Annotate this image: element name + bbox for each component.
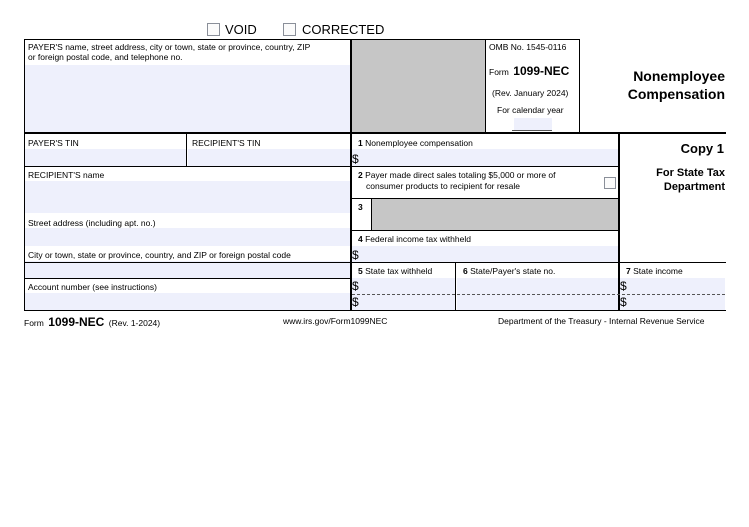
box3-number: 3 xyxy=(358,202,363,212)
city-field[interactable] xyxy=(25,261,350,278)
box6-label xyxy=(463,266,555,276)
box7-number: 7 xyxy=(626,266,631,276)
calendar-year-label: For calendar year xyxy=(497,105,564,115)
calendar-year-underline xyxy=(512,130,552,131)
shaded-area-top xyxy=(352,40,485,132)
box4-dollar: $ xyxy=(352,248,359,262)
recipient-tin-label: RECIPIENT'S TIN xyxy=(192,138,261,148)
payer-tin-field[interactable] xyxy=(25,149,186,166)
street-address-field[interactable] xyxy=(25,228,350,246)
rule xyxy=(24,310,726,311)
box6-text: State/Payer's state no. xyxy=(470,266,556,276)
copy-label: Copy 1 xyxy=(680,141,724,156)
box5-dollar-line2: $ xyxy=(352,295,359,309)
copy-desc-line2: Department xyxy=(663,181,725,193)
box4-number: 4 xyxy=(358,234,363,244)
calendar-year-field[interactable] xyxy=(514,118,552,130)
form-prefix: Form xyxy=(489,67,509,77)
box2-label xyxy=(358,170,556,180)
rule xyxy=(24,132,726,134)
copy-description xyxy=(622,166,725,194)
box1-dollar: $ xyxy=(352,152,359,166)
box4-label xyxy=(358,234,471,244)
rule xyxy=(24,39,580,40)
rule xyxy=(485,39,486,133)
omb-number: OMB No. 1545-0116 xyxy=(489,42,567,52)
rule xyxy=(455,263,456,311)
corrected-label: CORRECTED xyxy=(302,22,385,37)
footer-department: Department of the Treasury - Internal Revenue Service xyxy=(498,316,705,326)
recipient-tin-field[interactable] xyxy=(188,149,350,166)
box7-label xyxy=(626,266,683,276)
city-label: City or town, state or province, country, and ZIP or foreign postal code xyxy=(28,250,291,260)
payer-name-label-line2: or foreign postal code, and telephone no. xyxy=(28,52,183,62)
form-title-top xyxy=(489,62,569,80)
void-checkbox[interactable] xyxy=(207,23,220,36)
payer-name-label: PAYER'S name, street address, city or town, state or province, country, ZIP xyxy=(28,42,311,52)
rule xyxy=(371,198,372,230)
form-name: 1099-NEC xyxy=(513,64,570,78)
rule xyxy=(186,134,187,167)
box5-text: State tax withheld xyxy=(365,266,433,276)
form-title-line1: Nonemployee xyxy=(633,68,725,84)
box2-checkbox[interactable] xyxy=(604,177,616,189)
rule xyxy=(24,166,619,167)
corrected-checkbox[interactable] xyxy=(283,23,296,36)
box6-number: 6 xyxy=(463,266,468,276)
box7-text: State income xyxy=(633,266,683,276)
omb-revision: (Rev. January 2024) xyxy=(492,88,569,98)
shaded-area-box3 xyxy=(372,199,618,230)
account-number-field[interactable] xyxy=(25,293,350,310)
box7-dollar-line1: $ xyxy=(620,279,627,293)
recipient-name-field[interactable] xyxy=(25,181,350,213)
box7-dollar-line2: $ xyxy=(620,295,627,309)
street-address-label: Street address (including apt. no.) xyxy=(28,218,156,228)
rule xyxy=(351,198,619,199)
rule xyxy=(24,262,726,263)
footer-form-name: 1099-NEC xyxy=(48,315,105,329)
account-number-label: Account number (see instructions) xyxy=(28,282,157,292)
footer-form-prefix: Form xyxy=(24,318,44,328)
rule xyxy=(24,39,25,311)
footer-revision: (Rev. 1-2024) xyxy=(108,318,161,328)
void-label: VOID xyxy=(225,22,257,37)
box1-label xyxy=(358,138,473,148)
box1-number: 1 xyxy=(358,138,363,148)
footer-form-title xyxy=(24,313,160,331)
dashed-rule xyxy=(352,294,725,295)
rule xyxy=(350,39,352,311)
box2-text-line1: Payer made direct sales totaling $5,000 or more of xyxy=(365,170,556,180)
box5-dollar-line1: $ xyxy=(352,279,359,293)
payer-name-field[interactable] xyxy=(25,65,350,132)
box1-field[interactable] xyxy=(352,149,618,166)
rule xyxy=(351,230,619,231)
recipient-name-label: RECIPIENT'S name xyxy=(28,170,105,180)
box5-number: 5 xyxy=(358,266,363,276)
box1-text: Nonemployee compensation xyxy=(365,138,473,148)
rule xyxy=(579,39,580,133)
footer-url[interactable]: www.irs.gov/Form1099NEC xyxy=(283,316,388,326)
form-title xyxy=(606,67,725,103)
form-title-line2: Compensation xyxy=(627,86,725,102)
box4-field[interactable] xyxy=(352,246,618,263)
box2-number: 2 xyxy=(358,170,363,180)
rule xyxy=(24,278,351,279)
box5-label xyxy=(358,266,432,276)
box4-text: Federal income tax withheld xyxy=(365,234,471,244)
copy-desc-line1: For State Tax xyxy=(656,167,725,179)
box2-text-line2: consumer products to recipient for resale xyxy=(366,181,521,191)
payer-tin-label: PAYER'S TIN xyxy=(28,138,79,148)
